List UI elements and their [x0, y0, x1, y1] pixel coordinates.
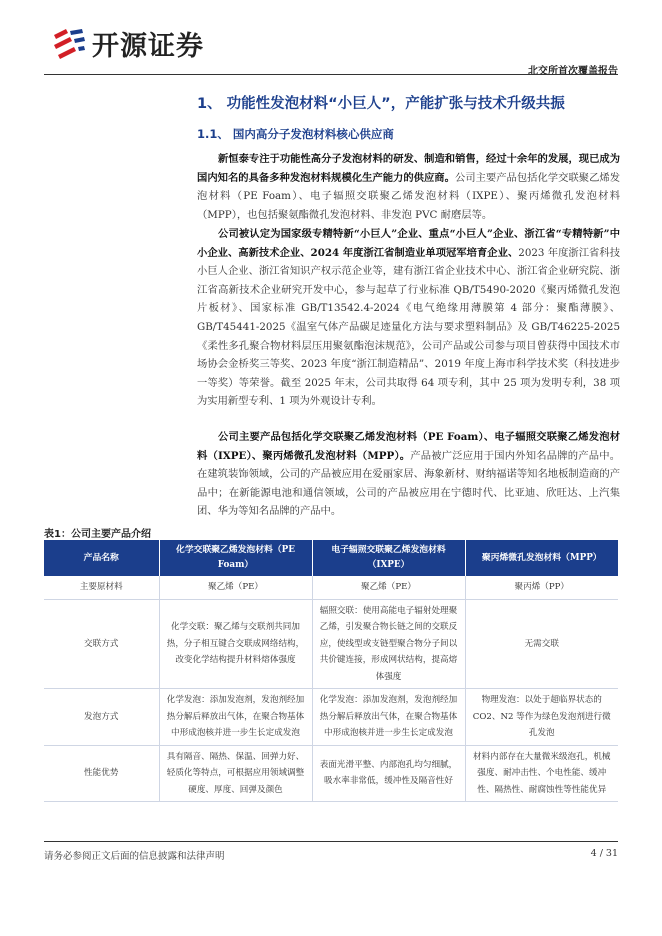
paragraph-3 [197, 428, 620, 521]
header-mpp: 聚丙烯微孔发泡材料（MPP） [465, 540, 618, 576]
table-header-row [44, 540, 618, 576]
header-product-name: 产品名称 [44, 540, 159, 576]
product-table [44, 540, 618, 802]
paragraph-1 [197, 150, 620, 224]
table-cell: 化学交联：聚乙烯与交联剂共同加热，分子相互键合交联成网络结构，改变化学结构提升材料熔体强度 [159, 599, 312, 689]
page-number: 4 / 31 [590, 848, 618, 859]
header-divider [44, 74, 618, 75]
company-logo [52, 24, 204, 63]
report-tag: 北交所首次覆盖报告 [528, 66, 618, 77]
section-heading: 1、 功能性发泡材料“小巨人”，产能扩张与技术升级共振 [197, 96, 565, 112]
paragraph-1-body: 公司主要产品包括化学交联聚乙烯发泡材料（PE Foam）、电子辐照交联聚乙烯发泡材料（IXPE）、聚丙烯微孔发泡材料（MPP），也包括聚氨酯微孔发泡材料、非发泡 PVC 耐磨层等。 [197, 171, 621, 221]
table-cell: 聚乙烯（PE） [159, 576, 312, 599]
table-cell: 聚乙烯（PE） [312, 576, 465, 599]
table-cell: 聚丙烯（PP） [465, 576, 618, 599]
logo-text: 开源证券 [92, 31, 204, 62]
table-row [44, 576, 618, 599]
table-caption: 表1：公司主要产品介绍 [44, 529, 151, 540]
logo-mark-icon [52, 27, 86, 61]
footer-disclaimer: 请务必参阅正文后面的信息披露和法律声明 [44, 851, 225, 862]
table-cell: 物理发泡：以处于超临界状态的 CO2、N2 等作为绿色发泡剂进行微孔发泡 [465, 689, 618, 746]
header-pe-foam: 化学交联聚乙烯发泡材料（PE Foam） [159, 540, 312, 576]
header-ixpe: 电子辐照交联聚乙烯发泡材料（IXPE） [312, 540, 465, 576]
paragraph-3-lead: 公司主要产品包括化学交联聚乙烯发泡材料（PE Foam）、电子辐照交联聚乙烯发泡材料（IXPE）、聚丙烯微孔发泡材料（MPP）。 [197, 431, 620, 462]
paragraph-2 [197, 225, 620, 411]
table-row [44, 599, 618, 689]
table-cell: 无需交联 [465, 599, 618, 689]
subsection-heading: 1.1、 国内高分子发泡材料核心供应商 [197, 127, 394, 141]
row-label: 主要原材料 [44, 576, 159, 599]
paragraph-2-lead: 公司被认定为国家级专精特新“小巨人”企业、重点“小巨人”企业、浙江省“专精特新”中小企业、高新技术企业、2024 年度浙江省制造业单项冠军培育企业、 [197, 228, 620, 259]
table-row [44, 689, 618, 746]
row-label: 性能优势 [44, 745, 159, 802]
paragraph-1-lead: 新恒泰专注于功能性高分子发泡材料的研发、制造和销售，经过十余年的发展，现已成为国内知名的具备多种发泡材料规模化生产能力的供应商。 [197, 153, 620, 184]
row-label: 交联方式 [44, 599, 159, 689]
table-cell: 材料内部存在大量微米级泡孔，机械强度、耐冲击性、个电性能、缓冲性、隔热性、耐腐蚀性等性能优异 [465, 745, 618, 802]
table-cell: 表面光滑平整、内部泡孔均匀细腻，吸水率非常低，缓冲性及隔音性好 [312, 745, 465, 802]
paragraph-2-body: 2023 年度浙江省科技小巨人企业、浙江省知识产权示范企业等，建有浙江省企业技术中心、浙江省企业研究院、浙江省高新技术企业研究开发中心，参与起草了行业标准 QB/T5490-2020《聚丙烯微孔发泡片板材》、国家标准 GB/T13542.4-2024《电气绝缘用薄膜第 4 部分：聚酯薄膜》、GB/T45441-2025《温室气体产品碳足迹量化方法与要求塑料制品》及 GB/T46225-2025《柔性多孔聚合物材料层压用聚氨酯泡沫规范》，公司产品或公司参与项目曾获得中国技术市场协会金桥奖三等奖、2023 年度“浙江制造精品”、2019 年度上海市科学技术奖（科技进步一等奖）等荣誉。截至 2025 年末，公司共取得 64 项专利，其中 25 项为发明专利，38 项为实用新型专利、1 项为外观设计专利。 [197, 246, 620, 408]
row-label: 发泡方式 [44, 689, 159, 746]
paragraph-3-body: 产品被广泛应用于国内外知名品牌的产品中。在建筑装饰领域，公司的产品被应用在爱丽家居、海象新材、财纳福诺等知名地板制造商的产品中；在新能源电池和通信领域，公司的产品被应用在宁德时代、比亚迪、欣旺达、上汽集团、华为等知名品牌的产品中。 [197, 449, 620, 518]
table-row [44, 745, 618, 802]
table-cell: 化学发泡：添加发泡剂，发泡剂经加热分解后释放出气体，在聚合物基体中形成泡核并进一步生长定成发泡 [312, 689, 465, 746]
table-cell: 化学发泡：添加发泡剂，发泡剂经加热分解后释放出气体，在聚合物基体中形成泡核并进一步生长定成发泡 [159, 689, 312, 746]
footer-divider [44, 841, 618, 842]
table-cell: 具有隔音、隔热、保温、回弹力好、轻质化等特点，可根据应用领域调整硬度、厚度、回弹及颜色 [159, 745, 312, 802]
table-cell: 辐照交联：使用高能电子辐射处理聚乙烯，引发聚合物长链之间的交联反应，使线型或支链型聚合物分子间以共价键连接，形成网状结构，提高熔体强度 [312, 599, 465, 689]
